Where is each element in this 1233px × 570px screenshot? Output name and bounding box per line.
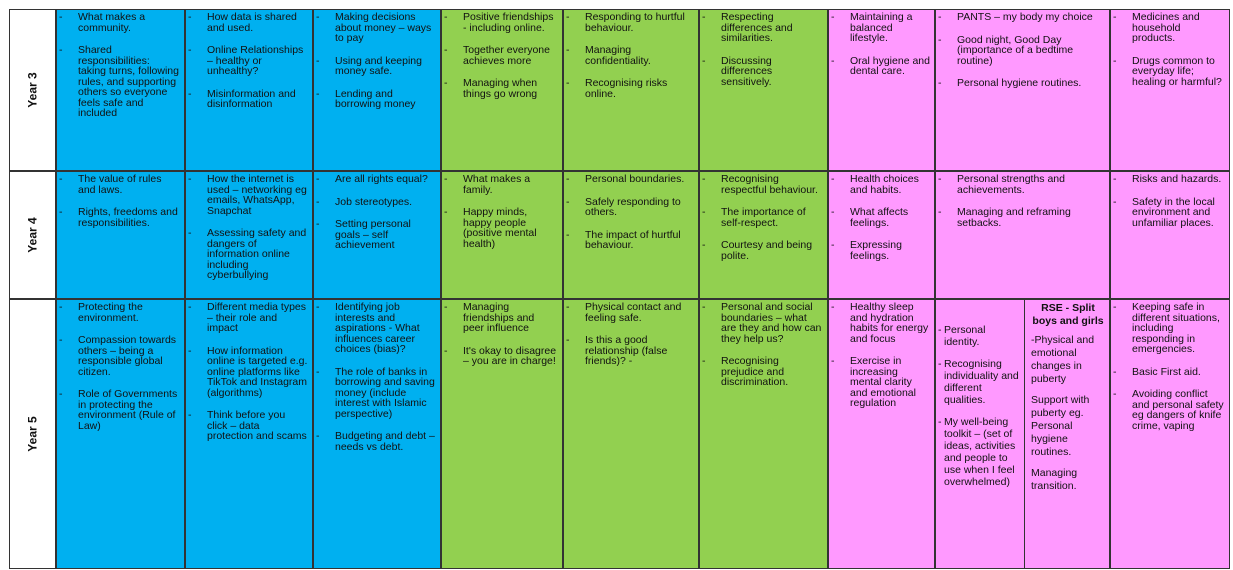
cell-col6-y3 (699, 9, 828, 171)
cell-col7-y3 (828, 9, 935, 171)
topic-item: - Maintaining a balanced lifestyle. (831, 12, 930, 44)
year-3-label (9, 9, 56, 171)
topic-item: - Courtesy and being polite. (702, 240, 823, 261)
cell-col8-y3 (935, 9, 1110, 171)
topic-item: - Keeping safe in different situations, including responding in emergencies. (1113, 302, 1225, 355)
topic-list (829, 10, 934, 77)
topic-item: - Using and keeping money safe. (316, 56, 436, 77)
topic-list (57, 172, 184, 228)
topic-item: - Together everyone achieves more (444, 45, 558, 66)
topic-list (314, 300, 440, 452)
topic-list (442, 172, 562, 249)
cell-col7-y5 (828, 299, 935, 569)
topic-item: - Happy minds, happy people (positive mental health) (444, 207, 558, 249)
topic-list (829, 172, 934, 261)
topic-item: - Physical contact and feeling safe. (566, 302, 694, 323)
topic-item: - Managing when things go wrong (444, 78, 558, 99)
cell-col9-y4 (1110, 171, 1230, 299)
cell-col2-y4 (185, 171, 313, 299)
cell-col1-y5 (56, 299, 185, 569)
year-5-label (9, 299, 56, 569)
year-3-text: Year 3 (25, 72, 40, 108)
topic-list (700, 10, 827, 87)
topic-list (700, 172, 827, 261)
rse-heading: RSE - Split boys and girls (1032, 302, 1104, 327)
topic-list (57, 10, 184, 119)
topic-item: - Safely responding to others. (566, 197, 694, 218)
topic-item: - Basic First aid. (1113, 367, 1225, 378)
topic-item: - Positive friendships - including online. (444, 12, 558, 33)
year-5-text: Year 5 (25, 416, 40, 452)
topic-item: - Oral hygiene and dental care. (831, 56, 930, 77)
topic-list (829, 300, 934, 409)
y5-left-list (936, 322, 1024, 498)
topic-item: - Healthy sleep and hydration habits for energy and focus (831, 302, 930, 344)
topic-item: - Avoiding conflict and personal safety eg dangers of knife crime, vaping (1113, 389, 1225, 431)
rse-item: Managing transition. (1031, 467, 1078, 492)
topic-list (936, 172, 1109, 228)
cell-col8-y5 (935, 299, 1110, 569)
cell-col1-y3 (56, 9, 185, 171)
topic-item: - How information online is targeted e.g. online platforms like TikTok and Instagram (algorithms) (188, 346, 308, 399)
topic-item: - Misinformation and disinformation (188, 89, 308, 110)
topic-item: - Recognising respectful behaviour. (702, 174, 823, 195)
topic-item: - Different media types – their role and impact (188, 302, 308, 334)
topic-list (314, 172, 440, 251)
topic-item: - Risks and hazards. (1113, 174, 1225, 185)
topic-item: - Setting personal goals – self achievement (316, 219, 436, 251)
topic-list (186, 300, 312, 442)
cell-col4-y4 (441, 171, 563, 299)
topic-list (700, 300, 827, 388)
cell-col4-y3 (441, 9, 563, 171)
cell-col1-y4 (56, 171, 185, 299)
topic-item: - Think before you click – data protection and scams (188, 410, 308, 442)
topic-item: - Drugs common to everyday life; healing or harmful? (1113, 56, 1225, 88)
cell-col3-y4 (313, 171, 441, 299)
topic-item: - Making decisions about money – ways to pay (316, 12, 436, 44)
topic-item: - Discussing differences sensitively. (702, 56, 823, 88)
topic-list (564, 300, 698, 367)
cell-col2-y3 (185, 9, 313, 171)
topic-item: - Expressing feelings. (831, 240, 930, 261)
topic-item: - What affects feelings. (831, 207, 930, 228)
topic-item: - Personal boundaries. (566, 174, 694, 185)
topic-item: - Protecting the environment. (59, 302, 180, 323)
topic-item: - Good night, Good Day (importance of a bedtime routine) (938, 35, 1105, 67)
curriculum-table (9, 9, 1230, 569)
year-4-text: Year 4 (25, 217, 40, 253)
topic-item: - Managing and reframing setbacks. (938, 207, 1105, 228)
topic-item: - Personal strengths and achievements. (938, 174, 1105, 195)
topic-list (442, 10, 562, 99)
topic-item: - Are all rights equal? (316, 174, 436, 185)
topic-item: - Personal and social boundaries – what are they and how can they help us? (702, 302, 823, 344)
topic-item: - Safety in the local environment and unfamiliar places. (1113, 197, 1225, 229)
topic-item: - What makes a family. (444, 174, 558, 195)
cell-col8-y4 (935, 171, 1110, 299)
topic-item: - Identifying job interests and aspirations - What influences career choices (bias)? (316, 302, 436, 355)
topic-list (564, 172, 698, 251)
topic-item: - How data is shared and used. (188, 12, 308, 33)
topic-item: - Responding to hurtful behaviour. (566, 12, 694, 33)
topic-list (936, 10, 1109, 89)
topic-item: - PANTS – my body my choice (938, 12, 1105, 23)
topic-list (314, 10, 440, 110)
topic-item: - Is this a good relationship (false friends)? - (566, 335, 694, 367)
cell-col2-y5 (185, 299, 313, 569)
cell-col7-y4 (828, 171, 935, 299)
topic-item: - The importance of self-respect. (702, 207, 823, 228)
topic-item: - Lending and borrowing money (316, 89, 436, 110)
topic-item: - Shared responsibilities: taking turns, following rules, and supporting others so everyone feels safe and included (59, 45, 180, 119)
cell-col6-y4 (699, 171, 828, 299)
cell-col5-y5 (563, 299, 699, 569)
cell-col5-y3 (563, 9, 699, 171)
topic-item: - My well-being toolkit – (set of ideas, activities and people to use when I feel overwhelmed) (938, 416, 1020, 488)
topic-list (564, 10, 698, 99)
topic-item: - Managing friendships and peer influence (444, 302, 558, 334)
rse-item: -Physical and emotional changes in puberty (1031, 334, 1095, 385)
topic-list (1111, 172, 1229, 228)
topic-list (57, 300, 184, 431)
rse-item: Support with puberty eg. Personal hygiene routines. (1031, 394, 1090, 458)
cell-col5-y4 (563, 171, 699, 299)
cell-col3-y3 (313, 9, 441, 171)
topic-item: - Budgeting and debt – needs vs debt. (316, 431, 436, 452)
cell-col9-y3 (1110, 9, 1230, 171)
rse-split-box (1024, 300, 1110, 569)
topic-list (1111, 10, 1229, 87)
topic-item: - Medicines and household products. (1113, 12, 1225, 44)
topic-item: - Compassion towards others – being a responsible global citizen. (59, 335, 180, 377)
topic-item: - Respecting differences and similarities. (702, 12, 823, 44)
cell-col9-y5 (1110, 299, 1230, 569)
topic-item: - Personal hygiene routines. (938, 78, 1105, 89)
topic-item: - The role of banks in borrowing and saving money (include interest with Islamic perspective) (316, 367, 436, 420)
topic-item: - Recognising individuality and different qualities. (938, 358, 1020, 406)
topic-item: - What makes a community. (59, 12, 180, 33)
topic-item: - Recognising prejudice and discrimination. (702, 356, 823, 388)
topic-list (936, 322, 1024, 488)
topic-item: - Online Relationships – healthy or unhealthy? (188, 45, 308, 77)
topic-item: - Health choices and habits. (831, 174, 930, 195)
cell-col6-y5 (699, 299, 828, 569)
topic-item: - Recognising risks online. (566, 78, 694, 99)
topic-item: - Managing confidentiality. (566, 45, 694, 66)
topic-item: - Personal identity. (938, 324, 1020, 348)
topic-list (442, 300, 562, 367)
topic-item: - Rights, freedoms and responsibilities. (59, 207, 180, 228)
topic-item: - Exercise in increasing mental clarity and emotional regulation (831, 356, 930, 409)
topic-item: - Job stereotypes. (316, 197, 436, 208)
topic-item: - Role of Governments in protecting the environment (Rule of Law) (59, 389, 180, 431)
topic-item: - The value of rules and laws. (59, 174, 180, 195)
cell-col4-y5 (441, 299, 563, 569)
topic-list (186, 10, 312, 110)
topic-item: - Assessing safety and dangers of information online including cyberbullying (188, 228, 308, 281)
topic-list (186, 172, 312, 281)
topic-list (1111, 300, 1229, 431)
year-4-label (9, 171, 56, 299)
topic-item: - The impact of hurtful behaviour. (566, 230, 694, 251)
topic-item: - How the internet is used – networking eg emails, WhatsApp, Snapchat (188, 174, 308, 216)
cell-col3-y5 (313, 299, 441, 569)
topic-item: - It's okay to disagree – you are in charge! (444, 346, 558, 367)
